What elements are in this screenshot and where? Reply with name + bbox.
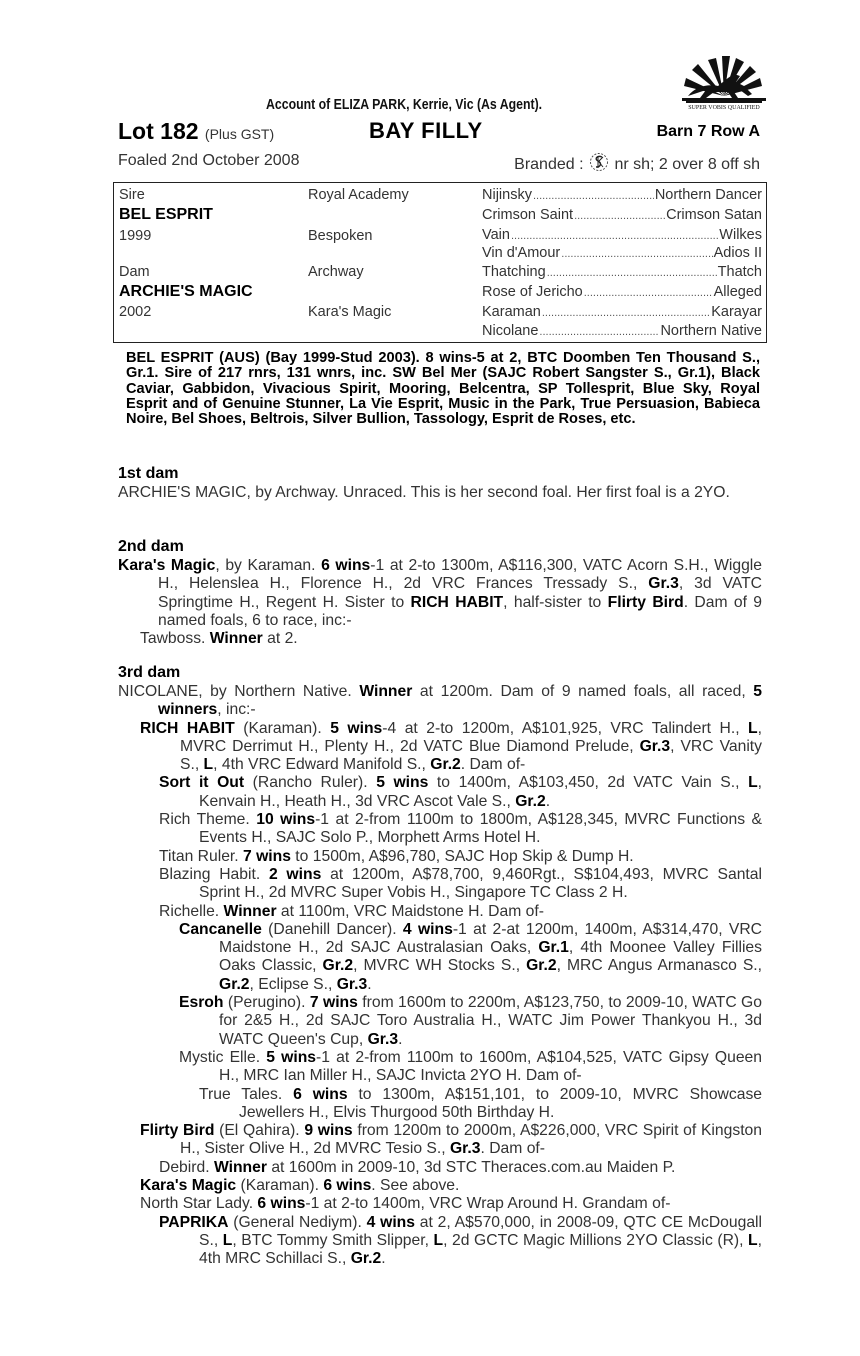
leader-dots xyxy=(547,264,717,280)
great-granddam: Crimson Saint xyxy=(482,207,574,223)
entry-text: at 2. xyxy=(262,630,298,648)
foaled-date: Foaled 2nd October 2008 xyxy=(118,152,300,169)
bold-highlight: Kara's Magic xyxy=(140,1177,237,1195)
sire-label: Sire xyxy=(119,187,145,203)
entry-text: (Karaman). xyxy=(236,1177,324,1195)
bold-highlight: Gr.3 xyxy=(648,575,679,593)
pedigree-entry xyxy=(159,848,762,866)
bold-highlight: Winner xyxy=(209,630,263,648)
super-vobis-logo xyxy=(678,56,770,116)
entry-text: , BTC Tommy Smith Slipper, xyxy=(232,1231,434,1249)
entry-text: -1 at 2-at 1200m, 1400m, A$314,470, VRC Maidstone H., 2d SAJC Australasian Oaks, xyxy=(219,920,762,957)
pedigree-entry xyxy=(140,1122,762,1159)
entry-text: -4 at 2-to 1200m, A$101,925, VRC Talindert H., xyxy=(382,719,749,737)
bold-highlight: Gr.2 xyxy=(219,975,250,993)
bold-highlight: Gr.3 xyxy=(639,737,671,755)
pedigree-entry xyxy=(118,683,762,720)
great-grandparent-row xyxy=(482,187,762,203)
entry-text: , 3d VATC Springtime H., Regent H. Sister to xyxy=(158,575,762,611)
sire-dam: Bespoken xyxy=(308,228,373,244)
entry-text: at 2, A$570,000, in 2008-09, QTC CE McDougall S., xyxy=(199,1213,763,1249)
entry-text: , inc:- xyxy=(217,701,256,719)
bold-highlight: Winner xyxy=(359,683,413,700)
sire-year: 1999 xyxy=(119,228,152,244)
bold-highlight: 2 wins xyxy=(268,865,322,883)
bold-highlight: RICH HABIT xyxy=(410,593,504,611)
entry-text: , half-sister to xyxy=(503,593,608,611)
vendor-account: Account of ELIZA PARK, Kerrie, Vic (As Agent). xyxy=(266,96,543,113)
bold-highlight: Esroh xyxy=(179,994,224,1012)
entry-text: . Dam of- xyxy=(460,756,526,774)
bold-highlight: Sort it Out xyxy=(159,774,245,792)
great-granddam-sire: Adios II xyxy=(713,245,762,261)
bold-highlight: Gr.3 xyxy=(367,1030,399,1048)
lot-note: (Plus GST) xyxy=(204,126,275,142)
entry-text: Titan Ruler. xyxy=(159,847,243,865)
leader-dots xyxy=(539,323,659,339)
entry-text: Mystic Elle. xyxy=(179,1048,267,1066)
entry-text: . xyxy=(381,1250,386,1268)
sire-summary: BEL ESPRIT (AUS) (Bay 1999-Stud 2003). 8 wins-5 at 2, BTC Doomben Ten Thousand S., Gr.1. Sire of 217 rnrs, 131 wnrs, inc. SW Bel Mer (SAJC Robert Sangster S., Gr.1), Black Caviar, Gabbidon, Vivacious Spirit, Mooring, Belcentra, SP Tollesprit, Blue Sky, Royal Esprit and of Genuine Stunner, La Vie Esprit, Music in the Park, True Persuasion, Babieca Noire, Bel Shoes, Beltrois, Silver Bullion, Tassology, Esprit de Roses, etc. xyxy=(126,350,760,428)
leader-dots xyxy=(511,227,718,243)
running-horse-sunburst-icon xyxy=(678,56,770,104)
bold-highlight: Winner xyxy=(213,1158,267,1176)
great-grandsire: Karaman xyxy=(482,304,541,320)
great-grandsire-sire: Thatch xyxy=(717,264,762,280)
entry-text: -1 at 2-from 1100m to 1800m, A$128,345, MVRC Functions & Events H., SAJC Solo P., Morphett Arms Hotel H. xyxy=(199,811,763,847)
bold-highlight: 6 wins xyxy=(321,557,371,574)
bold-highlight: 6 wins xyxy=(293,1085,348,1103)
great-grandsire: Vain xyxy=(482,227,510,243)
entry-text: Rich Theme. xyxy=(159,811,257,829)
bold-highlight: PAPRIKA xyxy=(159,1213,229,1231)
great-grandsire: Nijinsky xyxy=(482,187,532,203)
leader-dots xyxy=(574,207,665,223)
entry-text: . Dam of 9 named foals, 6 to race, inc:- xyxy=(158,593,763,629)
section-title: 2nd dam xyxy=(118,538,184,555)
bold-highlight: 7 wins xyxy=(243,847,291,865)
entry-text: to 1500m, A$96,780, SAJC Hop Skip & Dump H. xyxy=(290,847,634,865)
entry-text: , MVRC WH Stocks S., xyxy=(353,957,527,975)
leader-dots xyxy=(584,284,713,300)
entry-text: . See above. xyxy=(371,1177,460,1195)
entry-text: Blazing Habit. xyxy=(159,865,269,883)
bold-highlight: Flirty Bird xyxy=(607,593,684,611)
entry-text: Debird. xyxy=(159,1158,214,1176)
entry-text: . xyxy=(545,792,551,810)
great-granddam: Vin d'Amour xyxy=(482,245,561,261)
pedigree-entry xyxy=(159,1214,762,1269)
great-grandparent-row xyxy=(482,284,762,300)
pedigree-entry xyxy=(140,1195,762,1213)
pedigree-entry xyxy=(179,921,762,994)
bold-highlight: Gr.3 xyxy=(336,975,368,993)
entry-text: . xyxy=(398,1030,403,1048)
bold-highlight: RICH HABIT xyxy=(140,719,235,737)
entry-text: Richelle. xyxy=(159,902,224,920)
bold-highlight: 5 winners xyxy=(158,683,762,719)
entry-text: . xyxy=(367,975,372,993)
entry-text: , by Karaman. xyxy=(215,557,322,574)
bold-highlight: Gr.2 xyxy=(515,792,546,810)
pedigree-entry xyxy=(140,630,762,648)
bold-highlight: 4 wins xyxy=(402,920,453,938)
dam-label: Dam xyxy=(119,264,150,280)
entry-text: , MVRC Derrimut H., Plenty H., 2d VATC Blue Diamond Prelude, xyxy=(180,719,762,755)
great-grandsire-sire: Wilkes xyxy=(719,227,762,243)
entry-text: , Kenvain H., Heath H., 3d VRC Ascot Vale S., xyxy=(199,774,763,810)
bold-highlight: L xyxy=(748,719,758,737)
pedigree-entry xyxy=(159,1159,762,1177)
bold-highlight: 10 wins xyxy=(256,811,316,829)
entry-text: (Karaman). xyxy=(234,719,331,737)
bold-highlight: 4 wins xyxy=(366,1213,415,1231)
bold-highlight: L xyxy=(748,1231,758,1249)
entry-text: , 4th VRC Edward Manifold S., xyxy=(213,756,431,774)
great-grandparent-row xyxy=(482,323,762,339)
entry-text: from 1600m to 2200m, A$123,750, to 2009-10, WATC Go for 2&5 H., 2d SAJC Toro Australia H., WATC Jim Power Thankyou H., 3d WATC Queen's Cup, xyxy=(219,994,762,1048)
great-granddam: Rose of Jericho xyxy=(482,284,583,300)
bold-highlight: 5 wins xyxy=(266,1048,317,1066)
bold-highlight: Gr.2 xyxy=(526,957,557,975)
leader-dots xyxy=(542,304,710,320)
pedigree-entry xyxy=(159,866,762,903)
leader-dots xyxy=(561,245,712,261)
great-granddam-sire: Crimson Satan xyxy=(666,207,762,223)
bold-highlight: Gr.1 xyxy=(538,939,569,957)
section-title: 1st dam xyxy=(118,465,179,482)
entry-text: at 1200m. Dam of 9 named foals, all raced, xyxy=(412,683,754,700)
section-title: 3rd dam xyxy=(118,664,181,681)
horse-description: BAY FILLY xyxy=(369,118,483,143)
entry-text: North Star Lady. xyxy=(140,1195,258,1213)
pedigree-entry xyxy=(118,557,762,630)
entry-text: at 1100m, VRC Maidstone H. Dam of- xyxy=(276,902,544,920)
bold-highlight: L xyxy=(222,1231,233,1249)
bold-highlight: Flirty Bird xyxy=(140,1122,215,1140)
entry-text: at 1200m, A$78,700, 9,460Rgt., S$104,493, MVRC Santal Sprint H., 2d MVRC Super Vobis H., Singapore TC Class 2 H. xyxy=(199,865,763,902)
entry-text: to 1400m, A$103,450, 2d VATC Vain S., xyxy=(428,774,749,792)
great-grandparent-row xyxy=(482,227,762,243)
entry-text: , 4th MRC Schillaci S., xyxy=(199,1231,762,1268)
branded-detail: nr sh; 2 over 8 off sh xyxy=(614,156,760,173)
great-granddam-sire: Northern Native xyxy=(660,323,762,339)
entry-text: , VRC Vanity S., xyxy=(180,737,763,774)
entry-text: . Dam of- xyxy=(480,1140,546,1158)
bold-highlight: Kara's Magic xyxy=(118,557,216,574)
brand-mark-icon xyxy=(588,152,610,172)
great-granddam: Nicolane xyxy=(482,323,539,339)
branded-info xyxy=(514,152,760,174)
bold-highlight: 5 wins xyxy=(330,719,383,737)
bold-highlight: L xyxy=(433,1231,444,1249)
bold-highlight: L xyxy=(203,756,214,774)
sire-name: BEL ESPRIT xyxy=(119,206,213,223)
dam-sire: Archway xyxy=(308,264,364,280)
great-granddam-sire: Alleged xyxy=(713,284,762,300)
pedigree-table xyxy=(113,182,767,343)
entry-text: (Danehill Dancer). xyxy=(261,920,403,938)
pedigree-entry xyxy=(199,1086,762,1123)
dam-name: ARCHIE'S MAGIC xyxy=(119,283,253,300)
lot-number xyxy=(118,118,274,145)
great-grandparent-row xyxy=(482,264,762,280)
bold-highlight: 6 wins xyxy=(257,1195,306,1213)
bold-highlight: Gr.2 xyxy=(350,1250,382,1268)
branded-label: Branded : xyxy=(514,156,584,173)
entry-text: Tawboss. xyxy=(140,630,210,648)
bold-highlight: Gr.3 xyxy=(449,1140,481,1158)
dam-year: 2002 xyxy=(119,304,152,320)
entry-text: (Rancho Ruler). xyxy=(244,774,377,792)
pedigree-entry xyxy=(159,811,762,848)
leader-dots xyxy=(533,187,654,203)
barn-location: Barn 7 Row A xyxy=(656,123,760,140)
lot-label: Lot 182 xyxy=(118,118,199,144)
pedigree-entry xyxy=(140,1177,762,1195)
entry-text: , 2d GCTC Magic Millions 2YO Classic (R), xyxy=(443,1231,749,1249)
entry-text: , Eclipse S., xyxy=(249,975,337,993)
great-grandsire: Thatching xyxy=(482,264,546,280)
entry-text: , MRC Angus Armanasco S., xyxy=(556,957,763,975)
great-grandparent-row xyxy=(482,207,762,223)
bold-highlight: 7 wins xyxy=(309,994,358,1012)
entry-text: at 1600m in 2009-10, 3d STC Theraces.com.au Maiden P. xyxy=(266,1158,676,1176)
great-grandparent-row xyxy=(482,304,762,320)
pedigree-entry xyxy=(140,720,762,775)
entry-text: , 4th Moonee Valley Fillies Oaks Classic, xyxy=(219,939,763,975)
entry-text: -1 at 2-from 1100m to 1600m, A$104,525, VATC Gipsy Queen H., MRC Ian Miller H., SAJC Invicta 2YO H. Dam of- xyxy=(219,1048,763,1085)
entry-text: to 1300m, A$151,101, to 2009-10, MVRC Showcase Jewellers H., Elvis Thurgood 50th Birthday H. xyxy=(239,1085,763,1121)
logo-caption: SUPER VOBIS QUALIFIED xyxy=(688,105,760,111)
great-grandparent-row xyxy=(482,245,762,261)
entry-text: -1 at 2-to 1400m, VRC Wrap Around H. Grandam of- xyxy=(305,1195,671,1213)
pedigree-entry xyxy=(179,994,762,1049)
bold-highlight: L xyxy=(748,774,758,792)
bold-highlight: Gr.2 xyxy=(322,957,354,975)
pedigree-entry xyxy=(159,774,762,811)
entry-text: (General Nediym). xyxy=(228,1213,367,1231)
bold-highlight: 5 wins xyxy=(376,774,429,792)
entry-text: (Perugino). xyxy=(223,994,310,1012)
entry-text: -1 at 2-to 1300m, A$116,300, VATC Acorn S.H., Wiggle H., Helenslea H., Florence H., 2d VRC Frances Tressady S., xyxy=(158,557,763,593)
bold-highlight: 6 wins xyxy=(323,1177,372,1195)
great-grandsire-sire: Karayar xyxy=(711,304,762,320)
dam-dam: Kara's Magic xyxy=(308,304,392,320)
bold-highlight: Cancanelle xyxy=(179,920,262,938)
bold-highlight: 9 wins xyxy=(304,1122,353,1140)
pedigree-entry xyxy=(159,903,762,921)
entry-text: (El Qahira). xyxy=(214,1122,305,1140)
pedigree-entry xyxy=(179,1049,762,1086)
sire-sire: Royal Academy xyxy=(308,187,409,203)
entry-text: True Tales. xyxy=(199,1085,294,1103)
great-grandsire-sire: Northern Dancer xyxy=(654,187,762,203)
entry-text: from 1200m to 2000m, A$226,000, VRC Spirit of Kingston H., Sister Olive H., 2d MVRC Tesio S., xyxy=(180,1122,763,1158)
pedigree-entry xyxy=(118,484,762,502)
lot-header xyxy=(118,118,762,146)
bold-highlight: Gr.2 xyxy=(430,756,461,774)
bold-highlight: Winner xyxy=(223,902,277,920)
entry-text: ARCHIE'S MAGIC, by Archway. Unraced. This is her second foal. Her first foal is a 2YO. xyxy=(118,484,730,501)
entry-text: NICOLANE, by Northern Native. xyxy=(118,683,360,700)
